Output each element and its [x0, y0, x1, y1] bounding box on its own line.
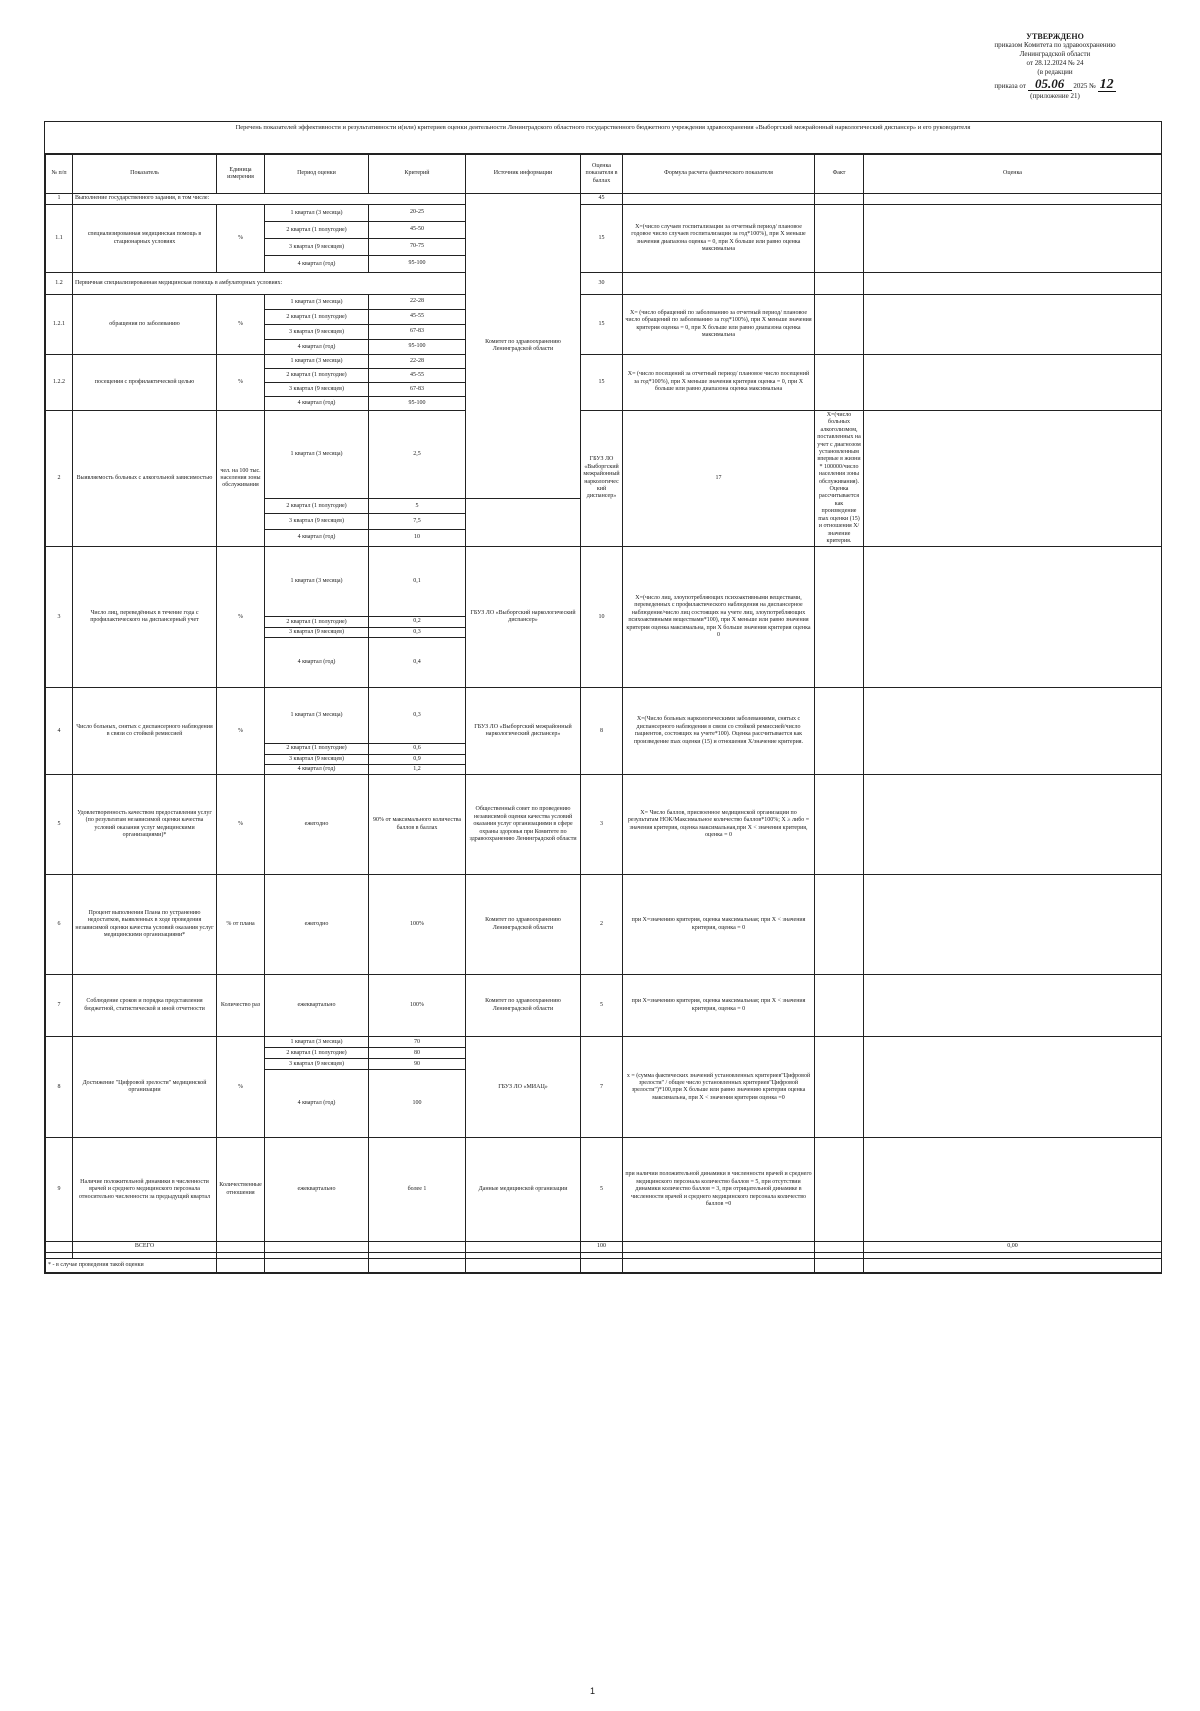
row-unit: % от плана: [217, 875, 265, 975]
approval-line6: (приложение 21): [1030, 92, 1080, 100]
fact-cell: [815, 547, 864, 688]
period-cell: 3 квартал (9 месяцев): [265, 383, 369, 397]
row-num: 5: [46, 775, 73, 875]
period-cell: 2 квартал (1 полугодие): [265, 499, 369, 514]
criterion-cell: 1,2: [369, 764, 466, 774]
total-empty: [369, 1242, 466, 1252]
row-num: 7: [46, 975, 73, 1037]
approval-line1: приказом Комитета по здравоохранению: [994, 41, 1116, 49]
page-number: 1: [590, 1686, 596, 1696]
table-row: [46, 194, 1162, 205]
row-unit: %: [217, 1037, 265, 1138]
criterion-cell: 45-55: [369, 369, 466, 383]
period-cell: 2 квартал (1 полугодие): [265, 1048, 369, 1059]
total-empty: [623, 1242, 815, 1252]
row-source: Общественный совет по проведению независимой оценки качества условий оказания услуг организациями в сфере охраны здоровья при Комитете по здравоохранению Ленинградской области: [466, 775, 581, 875]
row-source: Комитет по здравоохранению Ленинградской области: [466, 875, 581, 975]
row-formula: при Х=значению критерия, оценка максимальная; при Х < значения критерия, оценка = 0: [623, 975, 815, 1037]
period-cell: 4 квартал (год): [265, 397, 369, 411]
col-source: Источник информации: [466, 155, 581, 194]
approval-line5-prefix: приказа от: [994, 82, 1026, 90]
col-num: № п/п: [46, 155, 73, 194]
period-cell: 4 квартал (год): [265, 764, 369, 774]
period-cell: 2 квартал (1 полугодие): [265, 369, 369, 383]
criterion-cell: 70-75: [369, 239, 466, 256]
fact-cell: [815, 355, 864, 411]
criterion-cell: 0,3: [369, 688, 466, 744]
criterion-cell: 100%: [369, 975, 466, 1037]
row-formula: Х=(число лиц, злоупотребляющих психоактивными веществами, переведенных с профилактического наблюдения на диспансерное наблюдение/число лиц состоящих на учете лиц, злоупотребляющих психоактивными веществами*100), при Х меньше или равно значения критерия оценка максимальна, при Х больше значения критерия оценка 0: [623, 547, 815, 688]
table-row: [46, 205, 1162, 222]
period-cell: ежегодно: [265, 775, 369, 875]
fact-cell: [815, 273, 864, 295]
approval-year: 2025 №: [1073, 82, 1096, 90]
fact-cell: [815, 775, 864, 875]
col-criterion: Критерий: [369, 155, 466, 194]
row-num: 1.1: [46, 205, 73, 273]
period-cell: 4 квартал (год): [265, 1070, 369, 1138]
table-row: [46, 1138, 1162, 1242]
criterion-cell: 100: [369, 1070, 466, 1138]
table-row: [46, 1037, 1162, 1048]
row-indicator: Процент выполнения Плана по устранению недостатков, выявленных в ходе проведения независимой оценки качества условий оказания услуг медицинскими организациями*: [73, 875, 217, 975]
total-empty: [217, 1242, 265, 1252]
row-formula: Х=(Число больных наркологическими заболеваниями, снятых с диспансерного наблюдения в связи со стойкой ремиссией/число пациентов, состоящих на учете*100). Оценка рассчитывается как произведение max оценки (15) и отношения Х/значение критерия.: [623, 688, 815, 775]
fact-cell: [864, 411, 1162, 547]
row-indicator: Выявляемость больных с алкогольной зависимостью: [73, 411, 217, 547]
table-row: [46, 975, 1162, 1037]
approval-line4: (в редакции: [1037, 68, 1073, 76]
row-score: 5: [581, 975, 623, 1037]
row-unit: Количественные отношения: [217, 1138, 265, 1242]
period-cell: 3 квартал (9 месяцев): [265, 325, 369, 340]
rating-cell: [864, 273, 1162, 295]
row-indicator: Наличие положительной динамики в численности врачей и среднего медицинского персонала относительно численности за предыдущий квартал: [73, 1138, 217, 1242]
period-cell: 2 квартал (1 полугодие): [265, 310, 369, 325]
total-empty: [265, 1242, 369, 1252]
fact-cell: [815, 875, 864, 975]
row-formula: Х=(число больных алкоголизмом, поставленных на учет с диагнозом установленным впервые в жизни * 100000/число населения зоны обслуживания). Оценка рассчитывается как произведение max оценки (15) и отношения Х/значение критерия.: [815, 411, 864, 547]
row-indicator: Число больных, снятых с диспансерного наблюдения в связи со стойкой ремиссией: [73, 688, 217, 775]
period-cell: 1 квартал (3 месяца): [265, 355, 369, 369]
criterion-cell: 45-50: [369, 222, 466, 239]
row-score: 15: [581, 355, 623, 411]
criterion-cell: 80: [369, 1048, 466, 1059]
indicator-table: [45, 154, 1162, 1273]
approval-stamp: [940, 32, 1170, 101]
row-score: 2: [581, 875, 623, 975]
row-formula: Х=(число случаев госпитализации за отчетный период/ плановое годовое число случаев госпитализации за год*100%), при Х меньше значения диапазона оценка = 0, при Х больше или равно оценка максимальна: [623, 205, 815, 273]
period-cell: 3 квартал (9 месяцев): [265, 239, 369, 256]
period-cell: 1 квартал (3 месяца): [265, 547, 369, 617]
period-cell: ежегодно: [265, 875, 369, 975]
approval-line5: [940, 77, 1170, 92]
table-row: [46, 775, 1162, 875]
row-score: 10: [581, 547, 623, 688]
row-unit: %: [217, 547, 265, 688]
row-indicator: Число лиц, переведённых в течение года с профилактического на диспансерный учет: [73, 547, 217, 688]
table-header-row: [46, 155, 1162, 194]
criterion-cell: 67-83: [369, 383, 466, 397]
row-source: ГБУЗ ЛО «Выборгский наркологический диспансер»: [466, 547, 581, 688]
row-formula: при Х=значению критерия, оценка максимальная; при Х < значения критерия, оценка = 0: [623, 875, 815, 975]
col-score: Оценка показателя в баллах: [581, 155, 623, 194]
formula-cell: [623, 194, 815, 205]
rating-cell: [864, 875, 1162, 975]
row-score: 5: [581, 1138, 623, 1242]
rating-cell: [864, 205, 1162, 273]
row-score: 15: [581, 295, 623, 355]
formula-cell: [623, 273, 815, 295]
period-cell: ежеквартально: [265, 1138, 369, 1242]
table-row: [46, 355, 1162, 369]
period-cell: 3 квартал (9 месяцев): [265, 514, 369, 529]
table-row: [46, 273, 1162, 295]
rating-cell: [864, 775, 1162, 875]
period-cell: 3 квартал (9 месяцев): [265, 627, 369, 637]
period-cell: 4 квартал (год): [265, 340, 369, 355]
row-num: 2: [46, 411, 73, 547]
row-num: 4: [46, 688, 73, 775]
source-committee: Комитет по здравоохранению Ленинградской области: [466, 194, 581, 499]
row-score: 17: [623, 411, 815, 547]
row-indicator: специализированная медицинская помощь в стационарных условиях: [73, 205, 217, 273]
total-num-cell: [46, 1242, 73, 1252]
row-formula: х = (сумма фактических значений установленных критериев"Цифровой зрелости" / общее число установленных критериев"Цифровой зрелости")*100,при Х больше или равно значению критерия оценка максимальна, при Х < значения критерия оценка =0: [623, 1037, 815, 1138]
period-cell: 2 квартал (1 полугодие): [265, 222, 369, 239]
total-row: [46, 1242, 1162, 1252]
period-cell: 4 квартал (год): [265, 256, 369, 273]
criterion-cell: 2,5: [369, 411, 466, 499]
indicator-sheet: [44, 121, 1162, 1274]
criterion-cell: 45-55: [369, 310, 466, 325]
row-indicator: Удовлетворенность качеством предоставления услуг (по результатам независимой оценки качества условий оказания услуг медицинскими организациями)*: [73, 775, 217, 875]
criterion-cell: 0,2: [369, 617, 466, 627]
period-cell: 2 квартал (1 полугодие): [265, 617, 369, 627]
period-cell: 1 квартал (3 месяца): [265, 205, 369, 222]
criterion-cell: 0,1: [369, 547, 466, 617]
row-formula: при наличии положительной динамики в численности врачей и среднего медицинского персонала количество баллов = 5, при отсутствии динамики количество баллов = 3, при отрицательной динамике в численности врачей и среднего медицинского персонала количество баллов =0: [623, 1138, 815, 1242]
approval-date-handwritten: 05.06: [1028, 77, 1072, 91]
document-heading: Перечень показателей эффективности и результативности и(или) критериев оценки деятельности Ленинградского областного государственного бюджетного учреждения здравоохранения «Выборгский межрайонный наркологический диспансер» и его руководителя: [45, 122, 1161, 154]
criterion-cell: более 1: [369, 1138, 466, 1242]
col-unit: Единица измерения: [217, 155, 265, 194]
period-cell: 3 квартал (9 месяцев): [265, 1059, 369, 1070]
criterion-cell: 5: [369, 499, 466, 514]
criterion-cell: 0,6: [369, 744, 466, 754]
period-cell: 4 квартал (год): [265, 529, 369, 547]
fact-cell: [815, 688, 864, 775]
row-num: 1: [46, 194, 73, 205]
table-row: [46, 875, 1162, 975]
row-score: 3: [581, 775, 623, 875]
period-cell: 4 квартал (год): [265, 638, 369, 688]
approval-title: УТВЕРЖДЕНО: [1026, 32, 1084, 41]
rating-cell: [864, 1037, 1162, 1138]
row-unit: %: [217, 205, 265, 273]
approval-number-handwritten: 12: [1099, 77, 1114, 92]
fact-cell: [815, 295, 864, 355]
row-unit: %: [217, 688, 265, 775]
row-section-title: Первичная специализированная медицинская помощь в амбулаторных условиях:: [73, 273, 466, 295]
fact-cell: [815, 1138, 864, 1242]
table-row: [46, 295, 1162, 310]
row-num: 1.2.1: [46, 295, 73, 355]
total-label: ВСЕГО: [73, 1242, 217, 1252]
criterion-cell: 0,9: [369, 754, 466, 764]
row-num: 1.2: [46, 273, 73, 295]
row-unit: чел. на 100 тыс. населения зоны обслуживания: [217, 411, 265, 547]
row-score: 8: [581, 688, 623, 775]
criterion-cell: 67-83: [369, 325, 466, 340]
period-cell: 1 квартал (3 месяца): [265, 1037, 369, 1048]
approval-line3: от 28.12.2024 № 24: [1026, 59, 1084, 67]
criterion-cell: 7,5: [369, 514, 466, 529]
col-period: Период оценки: [265, 155, 369, 194]
total-empty: [466, 1242, 581, 1252]
row-score: 30: [581, 273, 623, 295]
criterion-cell: 70: [369, 1037, 466, 1048]
row-unit: %: [217, 295, 265, 355]
criterion-cell: 10: [369, 529, 466, 547]
row-source: ГБУЗ ЛО «Выборгский межрайонный наркологический диспансер»: [581, 411, 623, 547]
criterion-cell: 0,3: [369, 627, 466, 637]
table-row: [46, 688, 1162, 744]
fact-cell: [815, 205, 864, 273]
row-source: ГБУЗ ЛО «Выборгский межрайонный наркологический диспансер»: [466, 688, 581, 775]
rating-cell: [864, 295, 1162, 355]
criterion-cell: 90% от максимального количества баллов в баллах: [369, 775, 466, 875]
row-unit: %: [217, 775, 265, 875]
period-cell: 1 квартал (3 месяца): [265, 411, 369, 499]
rating-cell: [864, 194, 1162, 205]
row-source: Комитет по здравоохранению Ленинградской области: [466, 975, 581, 1037]
row-num: 8: [46, 1037, 73, 1138]
criterion-cell: 95-100: [369, 397, 466, 411]
row-score: 45: [581, 194, 623, 205]
criterion-cell: 20-25: [369, 205, 466, 222]
criterion-cell: 22-28: [369, 295, 466, 310]
row-num: 1.2.2: [46, 355, 73, 411]
fact-cell: [815, 194, 864, 205]
rating-cell: [864, 975, 1162, 1037]
table-row: [46, 547, 1162, 617]
row-section-title: Выполнение государственного задания, в том числе:: [73, 194, 466, 205]
row-indicator: посещения с профилактической целью: [73, 355, 217, 411]
rating-cell: [864, 355, 1162, 411]
row-num: 9: [46, 1138, 73, 1242]
rating-cell: [864, 547, 1162, 688]
period-cell: 3 квартал (9 месяцев): [265, 754, 369, 764]
criterion-cell: 95-100: [369, 256, 466, 273]
total-score: 100: [581, 1242, 623, 1252]
approval-line2: Ленинградской области: [1019, 50, 1091, 58]
criterion-cell: 0,4: [369, 638, 466, 688]
row-indicator: обращения по заболеванию: [73, 295, 217, 355]
row-score: 15: [581, 205, 623, 273]
row-formula: Х= (число посещений за отчетный период/ плановое число посещений за год*100%), при Х меньше значения критерия оценка = 0, при Х больше или равно диапазона оценка максимальна: [623, 355, 815, 411]
rating-cell: [864, 1138, 1162, 1242]
period-cell: 1 квартал (3 месяца): [265, 295, 369, 310]
col-indicator: Показатель: [73, 155, 217, 194]
row-source: ГБУЗ ЛО «МИАЦ»: [466, 1037, 581, 1138]
col-formula: Формула расчета фактического показателя: [623, 155, 815, 194]
row-num: 6: [46, 875, 73, 975]
footnote: * - в случае проведения такой оценки: [46, 1258, 217, 1272]
row-source: Данные медицинской организации: [466, 1138, 581, 1242]
total-rating: 0,00: [864, 1242, 1162, 1252]
row-num: 3: [46, 547, 73, 688]
footnote-row: [46, 1258, 1162, 1272]
row-unit: %: [217, 355, 265, 411]
row-indicator: Достижение "Цифровой зрелости" медицинской организации: [73, 1037, 217, 1138]
row-formula: Х= Число баллов, присвоенное медицинской организации по результатам НОК/Максимальное количество баллов*100%; Х ≥ либо = значения критерия, оценка максимальная,при Х < значения критерия, оценка = 0: [623, 775, 815, 875]
row-indicator: Соблюдение сроков и порядка представления бюджетной, статистической и иной отчетности: [73, 975, 217, 1037]
criterion-cell: 90: [369, 1059, 466, 1070]
row-score: 7: [581, 1037, 623, 1138]
criterion-cell: 95-100: [369, 340, 466, 355]
period-cell: 2 квартал (1 полугодие): [265, 744, 369, 754]
rating-cell: [864, 688, 1162, 775]
total-empty: [815, 1242, 864, 1252]
table-row: [46, 411, 1162, 499]
col-rating: Оценка: [864, 155, 1162, 194]
fact-cell: [815, 975, 864, 1037]
period-cell: 1 квартал (3 месяца): [265, 688, 369, 744]
period-cell: ежеквартально: [265, 975, 369, 1037]
row-formula: Х= (число обращений по заболеванию за отчетный период/ плановое число обращений по заболеванию за год*100%), при Х меньше значения критерия оценка = 0, при Х больше или равно диапазона оценка максимальна: [623, 295, 815, 355]
row-unit: Количество раз: [217, 975, 265, 1037]
criterion-cell: 22-28: [369, 355, 466, 369]
fact-cell: [815, 1037, 864, 1138]
col-fact: Факт: [815, 155, 864, 194]
criterion-cell: 100%: [369, 875, 466, 975]
